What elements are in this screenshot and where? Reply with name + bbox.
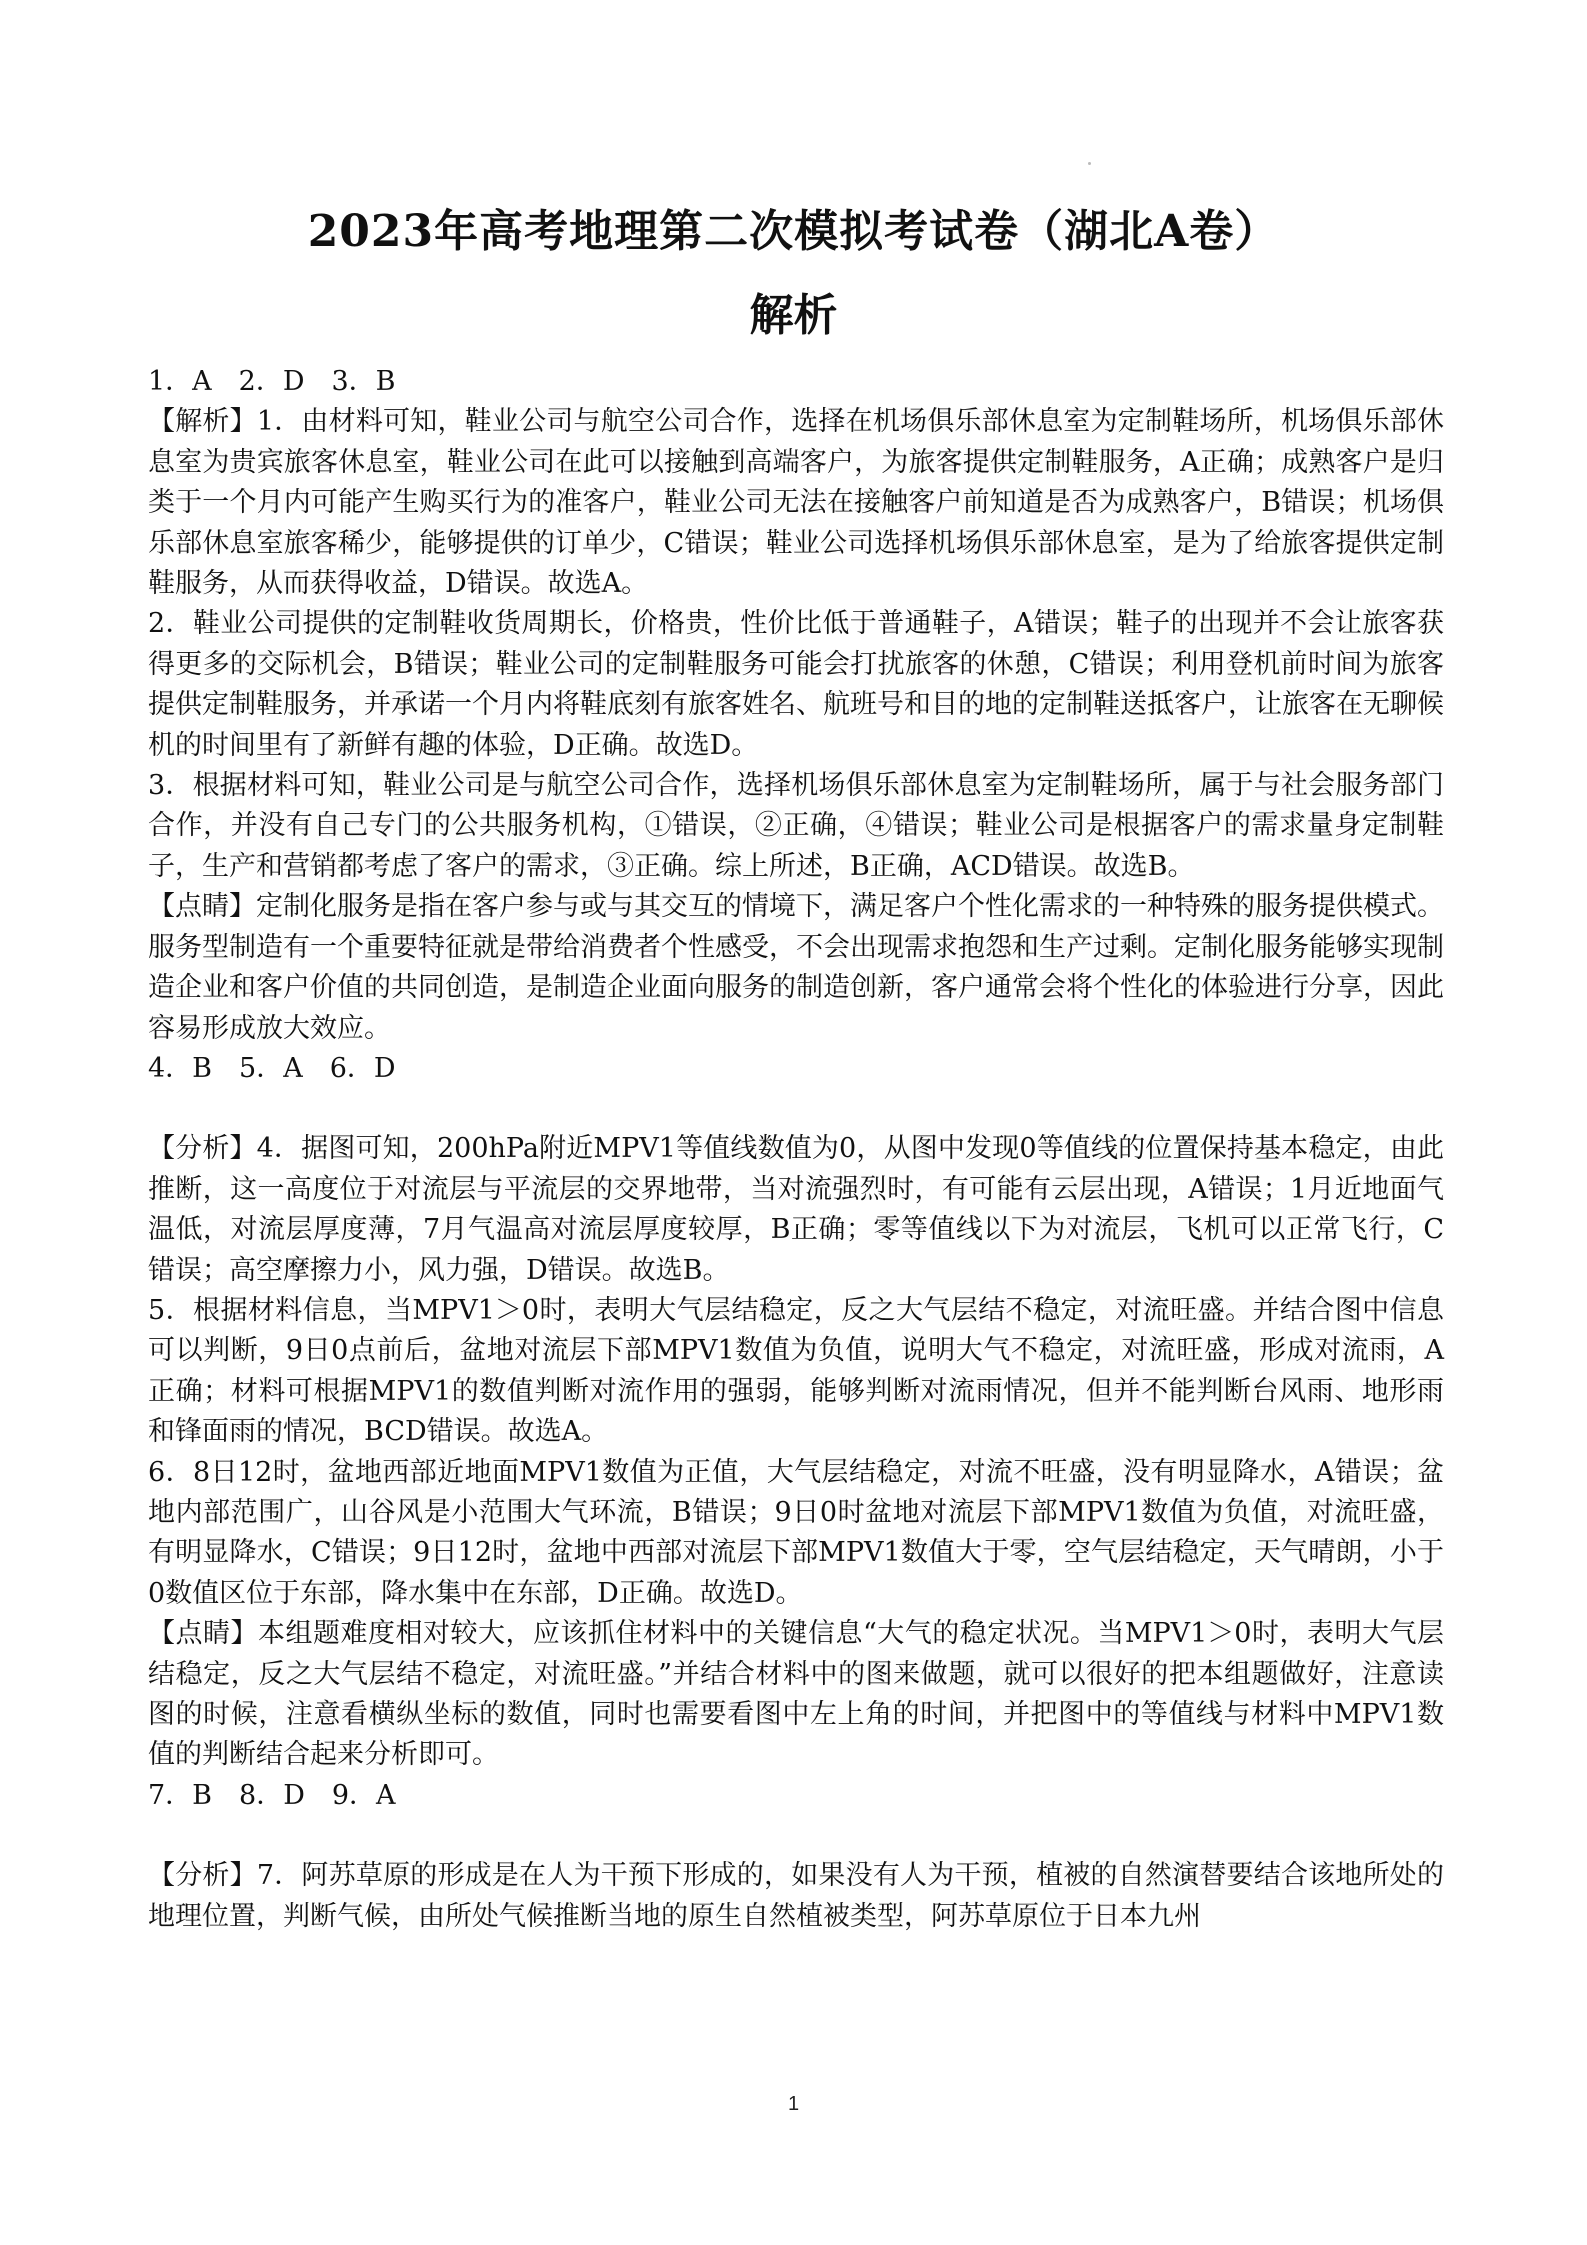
page-number: 1 [787, 2093, 800, 2115]
analysis-q1: 【解析】1．由材料可知，鞋业公司与航空公司合作，选择在机场俱乐部休息室为定制鞋场所，机场俱乐部休息室为贵宾旅客休息室，鞋业公司在此可以接触到高端客户，为旅客提供定制鞋服务，A正确；成熟客户是归类于一个月内可能产生购买行为的准客户，鞋业公司无法在接触客户前知道是否为成熟客户，B错误；机场俱乐部休息室旅客稀少，能够提供的订单少，C错误；鞋业公司选择机场俱乐部休息室，是为了给旅客提供定制鞋服务，从而获得收益，D错误。故选A。 [148, 406, 1444, 600]
page-title: 2023年高考地理第二次模拟考试卷（湖北A卷） [307, 206, 1280, 257]
analysis-q5: 5．根据材料信息，当MPV1＞0时，表明大气层结稳定，反之大气层结不稳定，对流旺盛。并结合图中信息可以判断，9日0点前后，盆地对流层下部MPV1数值为负值，说明大气不稳定，对流旺盛，形成对流雨，A正确；材料可根据MPV1的数值判断对流作用的强弱，能够判断对流雨情况，但并不能判断台风雨、地形雨和锋面雨的情况，BCD错误。故选A。 [148, 1294, 1444, 1448]
analysis-q6: 6．8日12时，盆地西部近地面MPV1数值为正值，大气层结稳定，对流不旺盛，没有明显降水，A错误；盆地内部范围广，山谷风是小范围大气环流，B错误；9日0时盆地对流层下部MPV1数值为负值，对流旺盛，有明显降水，C错误；9日12时，盆地中西部对流层下部MPV1数值大于零，空气层结稳定，天气晴朗，小于0数值区位于东部，降水集中在东部，D正确。故选D。 [148, 1456, 1444, 1609]
answer-line-4-6: 4．B 5．A 6．D [148, 1052, 396, 1084]
page-subtitle: 解析 [749, 290, 838, 341]
analysis-q4: 【分析】4．据图可知，200hPa附近MPV1等值线数值为0，从图中发现0等值线的位置保持基本稳定，由此推断，这一高度位于对流层与平流层的交界地带，当对流强烈时，有可能有云层出现，A错误；1月近地面气温低，对流层厚度薄，7月气温高对流层厚度较厚，B正确；零等值线以下为对流层，飞机可以正常飞行，C错误；高空摩擦力小，风力强，D错误。故选B。 [148, 1133, 1444, 1286]
answer-line-7-9: 7．B 8．D 9．A [148, 1779, 396, 1811]
answer-line-1-3: 1．A 2．D 3．B [148, 366, 396, 397]
key-point-1: 【点睛】定制化服务是指在客户参与或与其交互的情境下，满足客户个性化需求的一种特殊的服务提供模式。服务型制造有一个重要特征就是带给消费者个性感受，不会出现需求抱怨和生产过剩。定制化服务能够实现制造企业和客户价值的共同创造，是制造企业面向服务的制造创新，客户通常会将个性化的体验进行分享，因此容易形成放大效应。 [148, 891, 1444, 1044]
analysis-q2: 2．鞋业公司提供的定制鞋收货周期长，价格贵，性价比低于普通鞋子，A错误；鞋子的出现并不会让旅客获得更多的交际机会，B错误；鞋业公司的定制鞋服务可能会打扰旅客的休憩，C错误；利用登机前时间为旅客提供定制鞋服务，并承诺一个月内将鞋底刻有旅客姓名、航班号和目的地的定制鞋送抵客户，让旅客在无聊候机的时间里有了新鲜有趣的体验，D正确。故选D。 [148, 608, 1444, 761]
analysis-q7: 【分析】7．阿苏草原的形成是在人为干预下形成的，如果没有人为干预，植被的自然演替要结合该地所处的地理位置，判断气候，由所处气候推断当地的原生自然植被类型，阿苏草原位于日本九州 [148, 1860, 1444, 1932]
scan-dot-mark [1088, 162, 1091, 165]
document-body [148, 362, 1444, 1937]
analysis-q3: 3．根据材料可知，鞋业公司是与航空公司合作，选择机场俱乐部休息室为定制鞋场所，属于与社会服务部门合作，并没有自己专门的公共服务机构，①错误，②正确，④错误；鞋业公司是根据客户的需求量身定制鞋子，生产和营销都考虑了客户的需求，③正确。综上所述，B正确，ACD错误。故选B。 [148, 770, 1444, 882]
key-point-2: 【点睛】本组题难度相对较大，应该抓住材料中的关键信息“大气的稳定状况。当MPV1＞0时，表明大气层结稳定，反之大气层结不稳定，对流旺盛。”并结合材料中的图来做题，就可以很好的把本组题做好，注意读图的时候，注意看横纵坐标的数值，同时也需要看图中左上角的时间，并把图中的等值线与材料中MPV1数值的判断结合起来分析即可。 [148, 1618, 1444, 1771]
